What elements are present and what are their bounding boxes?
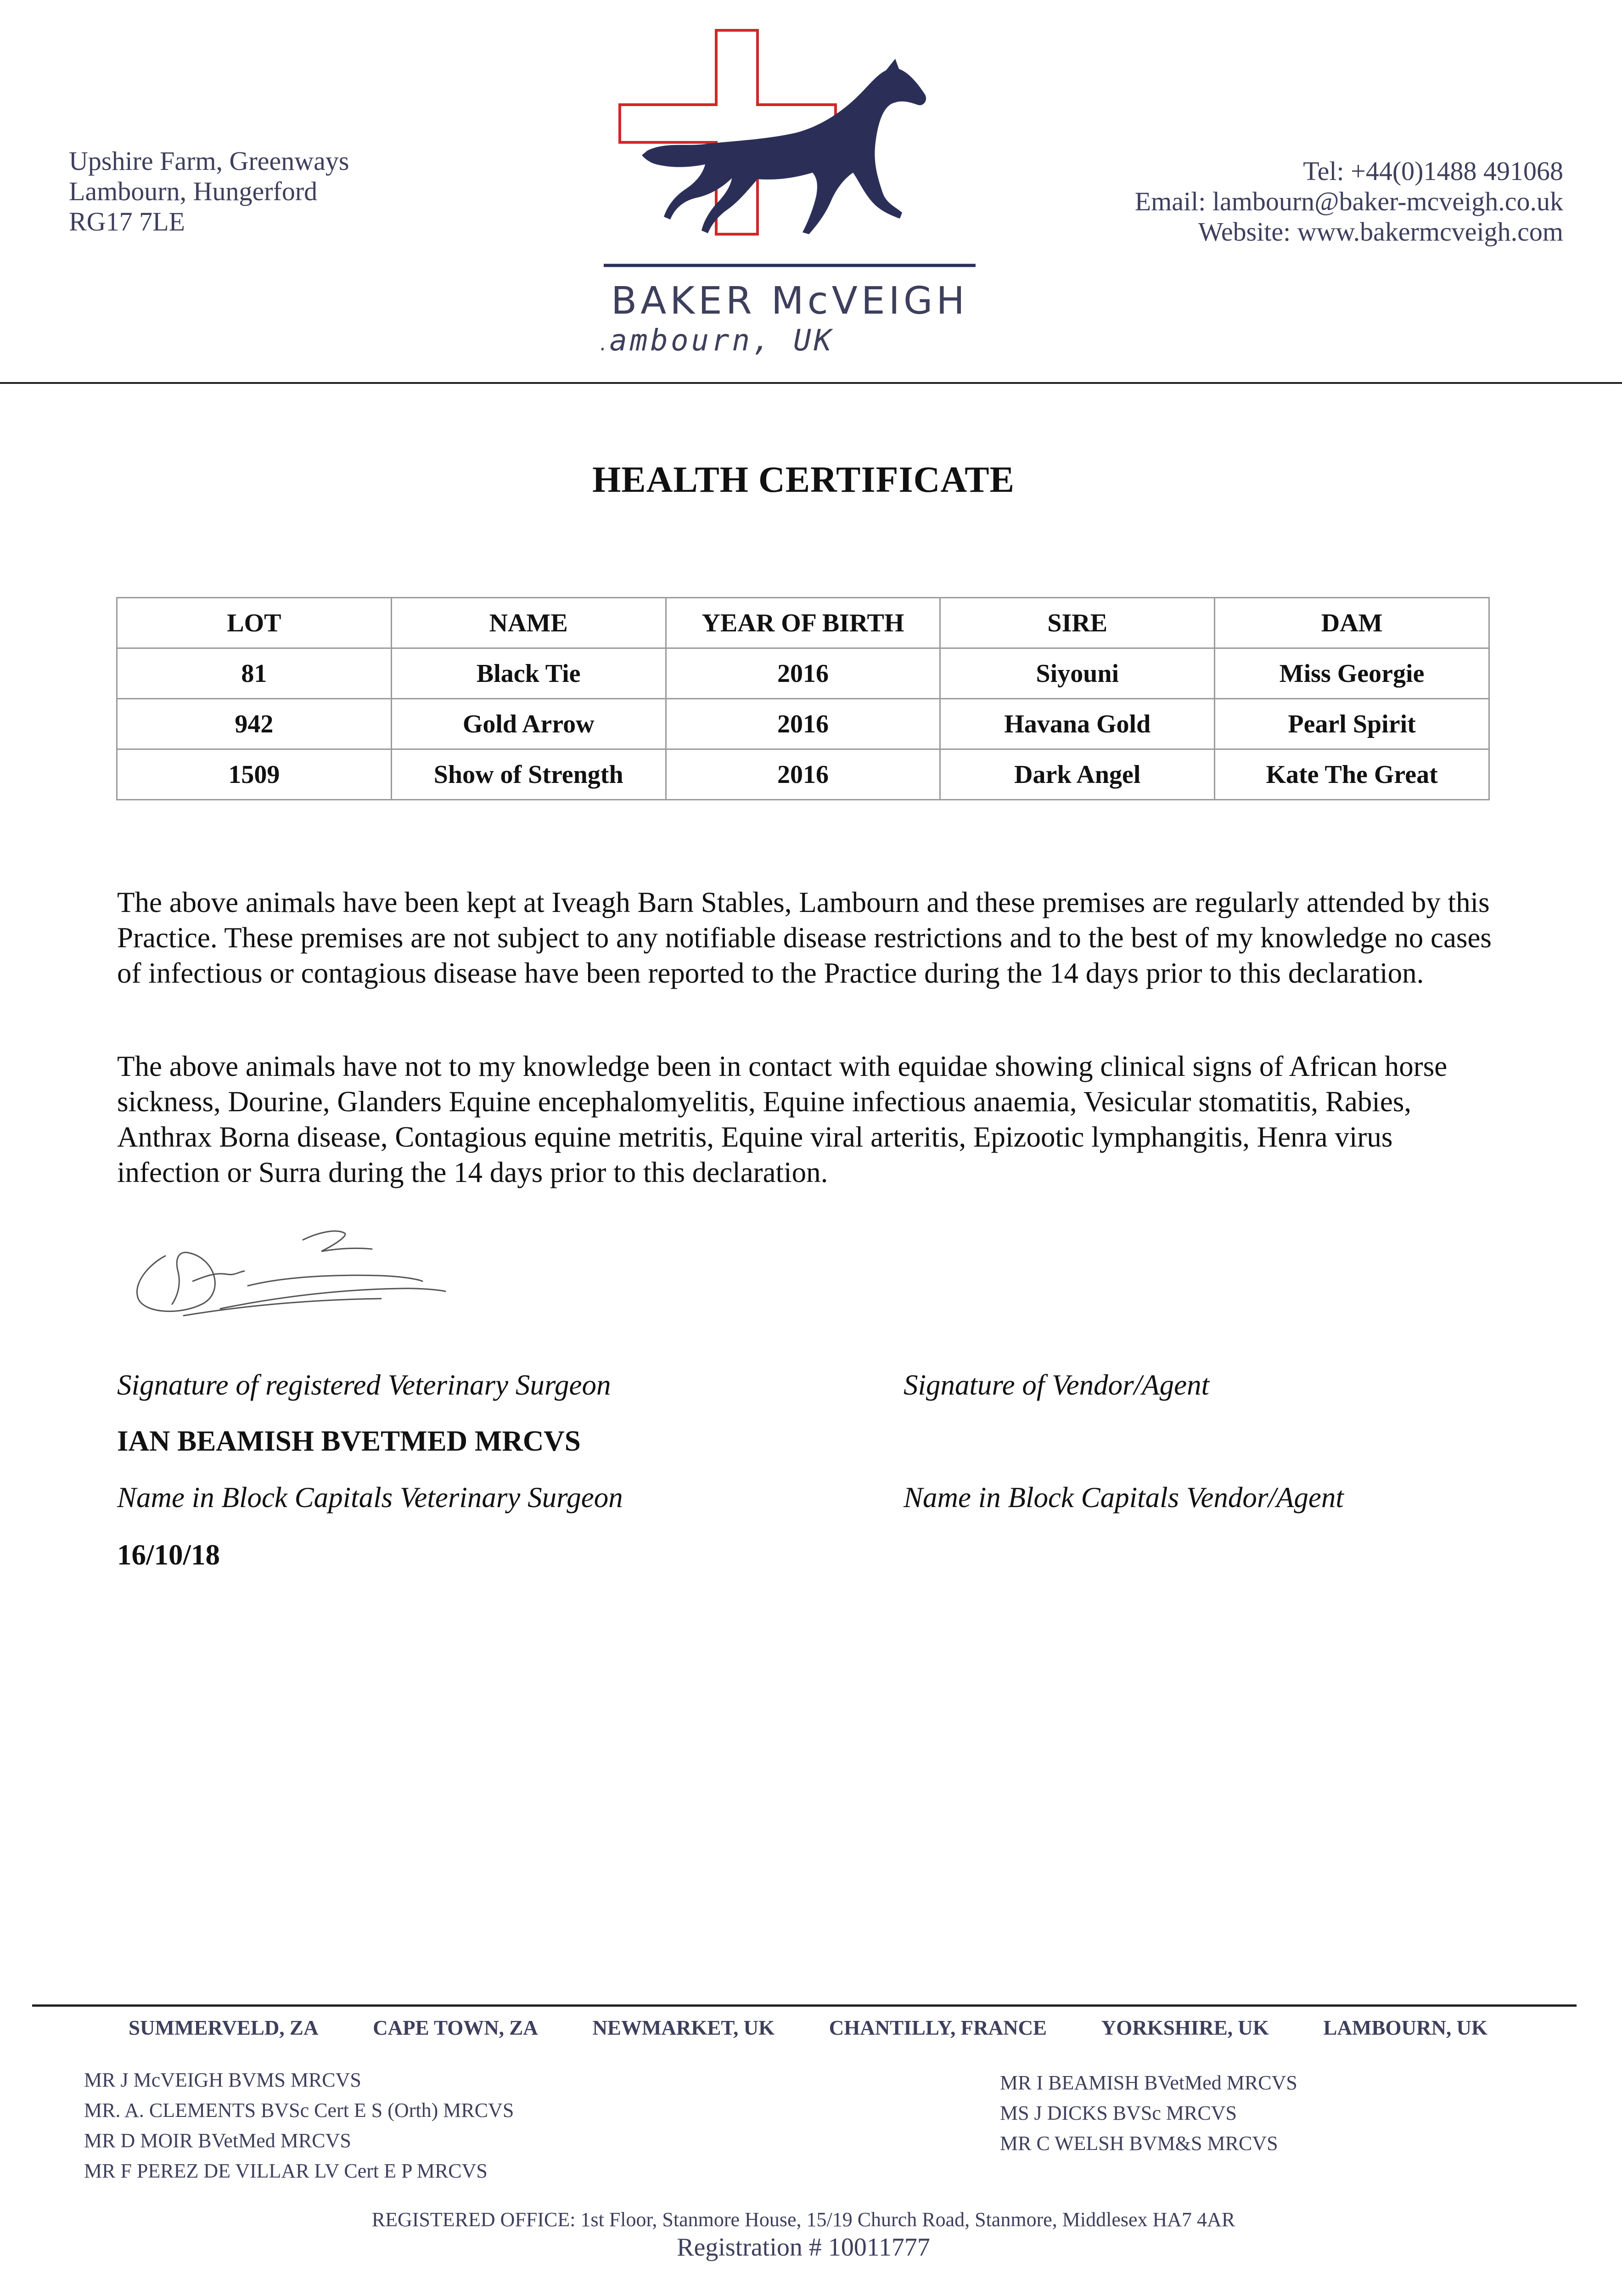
sire-cell: Dark Angel (940, 749, 1215, 800)
header-divider (0, 382, 1622, 384)
year-cell: 2016 (666, 749, 940, 800)
location-item: CHANTILLY, FRANCE (829, 2016, 1047, 2039)
name-cell: Show of Strength (391, 749, 666, 800)
location-item: LAMBOURN, UK (1323, 2016, 1487, 2039)
lots-table (116, 597, 1490, 800)
table-row (117, 749, 1489, 800)
dam-cell: Miss Georgie (1215, 648, 1489, 699)
column-header-name: NAME (391, 598, 666, 648)
registered-office: REGISTERED OFFICE: 1st Floor, Stanmore House, 15/19 Church Road, Stanmore, Middlesex HA7 4AR (371, 2208, 1235, 2231)
address-line: RG17 7LE (69, 207, 185, 236)
vet-handwritten-signature (124, 1212, 464, 1332)
staff-list-left (84, 2065, 514, 2186)
location-item: YORKSHIRE, UK (1101, 2016, 1269, 2039)
sire-cell: Havana Gold (940, 699, 1215, 749)
sire-cell: Siyouni (940, 648, 1215, 699)
staff-member: MR F PEREZ DE VILLAR LV Cert E P MRCVS (84, 2160, 488, 2182)
column-header-year-of-birth: YEAR OF BIRTH (666, 598, 940, 648)
lot-cell: 1509 (117, 749, 392, 800)
staff-list-right (1000, 2068, 1297, 2159)
staff-member: MR J McVEIGH BVMS MRCVS (84, 2069, 361, 2091)
table-header-row (117, 598, 1489, 648)
staff-member: MR D MOIR BVetMed MRCVS (84, 2129, 351, 2152)
lot-cell: 81 (117, 648, 392, 699)
registration-number: Registration # 10011777 (677, 2233, 930, 2262)
practice-locations (129, 2016, 1487, 2040)
vet-name-label: Name in Block Capitals Veterinary Surgeon (117, 1481, 623, 1514)
year-cell: 2016 (666, 648, 940, 699)
year-cell: 2016 (666, 699, 940, 749)
column-header-sire: SIRE (940, 598, 1215, 648)
email-line[interactable]: Email: lambourn@baker-mcveigh.co.uk (1134, 186, 1563, 216)
lot-cell: 942 (117, 699, 392, 749)
disease-contact-declaration: The above animals have not to my knowledge been in contact with equidae showing clinical signs of African horse sickness, Dourine, Glanders Equine encephalomyelitis, Equine infectious anaemia, Vesicular stomatitis, Rabies, Anthrax Borna disease, Contagious equine metritis, Equine viral arteritis, Epizootic lymphangitis, Henra virus infection or Surra during the 14 days prior to this declaration. (117, 1050, 1448, 1188)
document-title: HEALTH CERTIFICATE (592, 460, 1015, 500)
baker-mcveigh-logo (601, 27, 978, 366)
premises-declaration: The above animals have been kept at Iveagh Barn Stables, Lambourn and these premises are regularly attended by this Practice. These premises are not subject to any notifiable disease restrictions and to the best of my knowledge no cases of infectious or contagious disease have been reported to the Practice during the 14 days prior to this declaration. (117, 886, 1492, 989)
table-row (117, 648, 1489, 699)
practice-address (69, 146, 349, 237)
staff-member: MR C WELSH BVM&S MRCVS (1000, 2132, 1278, 2155)
vet-name: IAN BEAMISH BVETMED MRCVS (117, 1425, 581, 1457)
staff-member: MS J DICKS BVSc MRCVS (1000, 2102, 1237, 2124)
location-item: NEWMARKET, UK (592, 2016, 775, 2039)
table-row (117, 699, 1489, 749)
galloping-horse-icon (642, 59, 926, 234)
staff-member: MR. A. CLEMENTS BVSc Cert E S (Orth) MRCVS (84, 2099, 514, 2122)
logo-tagline: Lambourn, UK (601, 324, 835, 358)
location-item: SUMMERVELD, ZA (129, 2016, 319, 2039)
vet-signature-label: Signature of registered Veterinary Surgeon (117, 1369, 611, 1401)
vendor-name-label: Name in Block Capitals Vendor/Agent (904, 1481, 1344, 1514)
dam-cell: Kate The Great (1215, 749, 1489, 800)
name-cell: Black Tie (391, 648, 666, 699)
address-line: Lambourn, Hungerford (69, 176, 318, 206)
name-cell: Gold Arrow (391, 699, 666, 749)
website-line[interactable]: Website: www.bakermcveigh.com (1198, 217, 1563, 247)
practice-contact (1012, 156, 1563, 247)
phone-line: Tel: +44(0)1488 491068 (1303, 156, 1563, 186)
logo-wordmark: BAKER McVEIGH (611, 279, 969, 323)
address-line: Upshire Farm, Greenways (69, 146, 349, 176)
vendor-signature-label: Signature of Vendor/Agent (904, 1369, 1210, 1401)
column-header-lot: LOT (117, 598, 392, 648)
column-header-dam: DAM (1215, 598, 1489, 648)
location-item: CAPE TOWN, ZA (373, 2016, 538, 2039)
certificate-date: 16/10/18 (117, 1539, 220, 1571)
footer-divider (32, 2004, 1577, 2007)
dam-cell: Pearl Spirit (1215, 699, 1489, 749)
staff-member: MR I BEAMISH BVetMed MRCVS (1000, 2071, 1297, 2094)
